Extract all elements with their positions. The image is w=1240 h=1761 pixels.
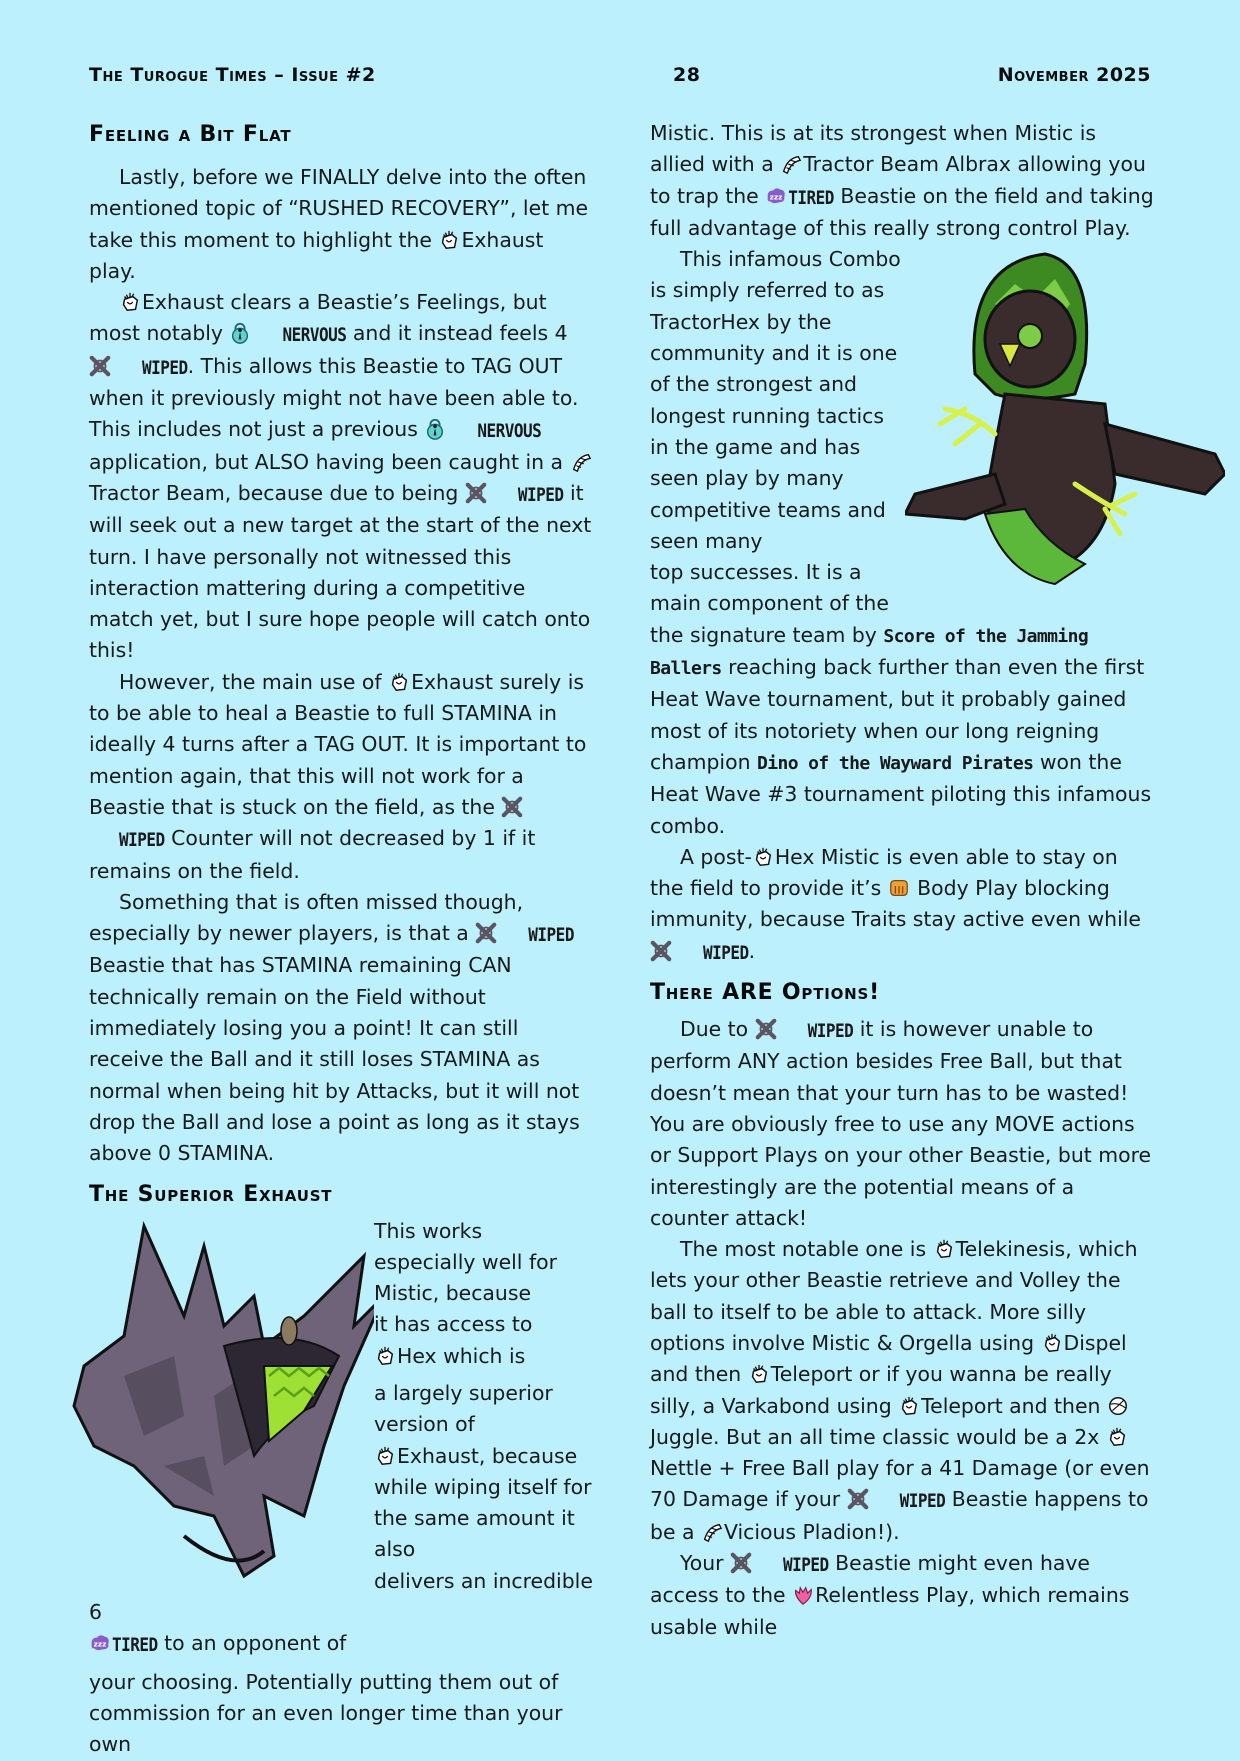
paragraph: Something that is often missed though, especially by newer players, is that a WIPED Beastie that has STAMINA remaining CAN technically remain on the Field without immediately losing you a point! It can still receive the Ball and it still loses STAMINA as normal when being hit by Attacks, but it will not drop the Ball and lose a point as long as it stays above 0 STAMINA. (89, 889, 580, 1166)
wrapped-text-block: This works especially well for Mistic, because it has access to Hex which is a largely superior version of Exhaust, because while wiping itself for the same amount it also delivers an incredible 6 TIRED to an opponent of (89, 1216, 594, 1661)
paragraph: Exhaust clears a Beastie’s Feelings, but most notably NERVOUS and it instead feels 4 WIPED. This allows this Beastie to TAG OUT when it previously might not have been able to. This includes not just a previous NERVOUS application, but ALSO having been caught in a Tractor Beam, because due to being WIPED it will seek out a new target at the start of the next turn. I have personally not witnessed this interaction mattering during a competitive match yet, but I sure hope people will catch onto this! (89, 290, 592, 663)
albrax-beastie-image (905, 244, 1225, 599)
relentless-heart-icon (792, 1584, 814, 1606)
paragraph: your choosing. Potentially putting them out of commission for an even longer time than your own (89, 1669, 563, 1757)
tractor-beam-icon (570, 451, 592, 473)
wiped-icon (755, 1018, 777, 1040)
wiped-icon (650, 940, 672, 962)
ball-icon (1107, 1395, 1129, 1417)
section-heading-options: There ARE Options! (650, 980, 880, 1006)
left-column (89, 118, 594, 1761)
wiped-tag: WIPED (807, 1019, 854, 1042)
tired-icon (89, 1632, 111, 1654)
right-column (650, 118, 1155, 1643)
spirit-icon (1041, 1332, 1063, 1354)
wiped-tag: WIPED (142, 356, 188, 379)
page-header (89, 60, 1151, 90)
wiped-tag: WIPED (783, 1553, 829, 1576)
publication-title: The Turogue Times – Issue #2 (89, 64, 376, 86)
spirit-icon (1106, 1426, 1128, 1448)
nervous-lock-icon (424, 418, 446, 440)
wiped-tag: WIPED (899, 1490, 946, 1512)
albrax-illustration (905, 244, 1225, 599)
wiped-icon (465, 482, 487, 504)
body-fist-icon (888, 877, 910, 899)
team-name: Dino of the Wayward Pirates (756, 752, 1034, 774)
paragraph: Mistic. This is at its strongest when Mistic is allied with a Tractor Beam Albrax allowing you to trap the TIRED Beastie on the field and taking full advantage of this really strong control Play. (650, 121, 1154, 240)
wiped-tag: WIPED (703, 941, 749, 964)
paragraph: Your WIPED Beastie might even have access to the Relentless Play, which remains usable while (650, 1548, 1155, 1643)
wiped-icon (730, 1552, 752, 1574)
wiped-tag: WIPED (517, 483, 564, 506)
mistic-illustration (64, 1216, 374, 1586)
spirit-icon (374, 1345, 396, 1367)
nervous-tag: NERVOUS (477, 419, 542, 442)
page-number: 28 (673, 64, 701, 86)
paragraph: The most notable one is Telekinesis, which lets your other Beastie retrieve and Volley the ball to itself to be able to attack. More silly options involve Mistic & Orgella using Dispel and then Teleport or if you wanna be really silly, a Varkabond using Teleport and then Juggle. But an all time classic would be a 2x Nettle + Free Ball play for a 41 Damage (or even 70 Damage if your WIPED Beastie happens to be a Vicious Pladion!). (650, 1237, 1150, 1544)
paragraph: Due to WIPED it is however unable to perform ANY action besides Free Ball, but that doesn’t mean that your turn has to be wasted! You are obviously free to use any MOVE actions or Support Plays on your other Beastie, but more interestingly are the potential means of a counter attack! (650, 1014, 1155, 1234)
nervous-lock-icon (229, 322, 251, 344)
tractor-beam-icon (780, 153, 802, 175)
paragraph: A post- Hex Mistic is even able to stay on the field to provide it’s Body Play blocking immunity, because Traits stay active even while WIPED. (650, 842, 1155, 968)
paragraph: However, the main use of Exhaust surely is to be able to heal a Beastie to full STAMINA in ideally 4 turns after a TAG OUT. It is important to mention again, that this will not work for a Beastie that is stuck on the field, as the WIPED Counter will not decreased by 1 if it remains on the field. (89, 669, 587, 883)
tired-tag: TIRED (112, 1633, 158, 1656)
paragraph: This infamous Combo is simply referred to as TractorHex by the community and it is one of the strongest and longest running tactics in the game and has seen play by many competitive teams and seen many (650, 247, 901, 553)
wiped-icon (847, 1488, 869, 1510)
nervous-tag: NERVOUS (282, 324, 347, 346)
section-heading-feeling-flat: Feeling a Bit Flat (89, 122, 292, 147)
mistic-beastie-image (64, 1216, 374, 1586)
spirit-icon (898, 1395, 920, 1417)
paragraph: Lastly, before we FINALLY delve into the often mentioned topic of “RUSHED RECOVERY”, let me take this moment to highlight the Exhaust play. (89, 165, 589, 283)
spirit-icon (119, 291, 141, 313)
spirit-icon (388, 671, 410, 693)
spirit-icon (374, 1445, 396, 1467)
tractor-beam-icon (701, 1521, 723, 1543)
paragraph: top successes. It is a main component of the the signature team by Score of the Jamming Ballers reaching back further than even the first Heat Wave tournament, but it probably gained most of its notoriety when our long reigning champion Dino of the Wayward Pirates won the Heat Wave #3 tournament piloting this infamous combo. (650, 560, 1152, 838)
team-name: Score of the Jamming Ballers (650, 625, 1089, 680)
wiped-icon (501, 796, 523, 818)
wiped-icon (89, 355, 111, 377)
tired-icon (765, 185, 787, 207)
tired-tag: TIRED (788, 186, 834, 208)
wiped-tag: WIPED (528, 923, 574, 946)
spirit-icon (748, 1363, 770, 1385)
wiped-icon (475, 922, 497, 944)
section-heading-superior-exhaust: The Superior Exhaust (89, 1181, 333, 1207)
issue-date: November 2025 (997, 64, 1151, 86)
spirit-icon (933, 1238, 955, 1260)
spirit-icon (438, 229, 460, 251)
spirit-icon (752, 846, 774, 868)
wiped-tag: WIPED (119, 828, 165, 851)
